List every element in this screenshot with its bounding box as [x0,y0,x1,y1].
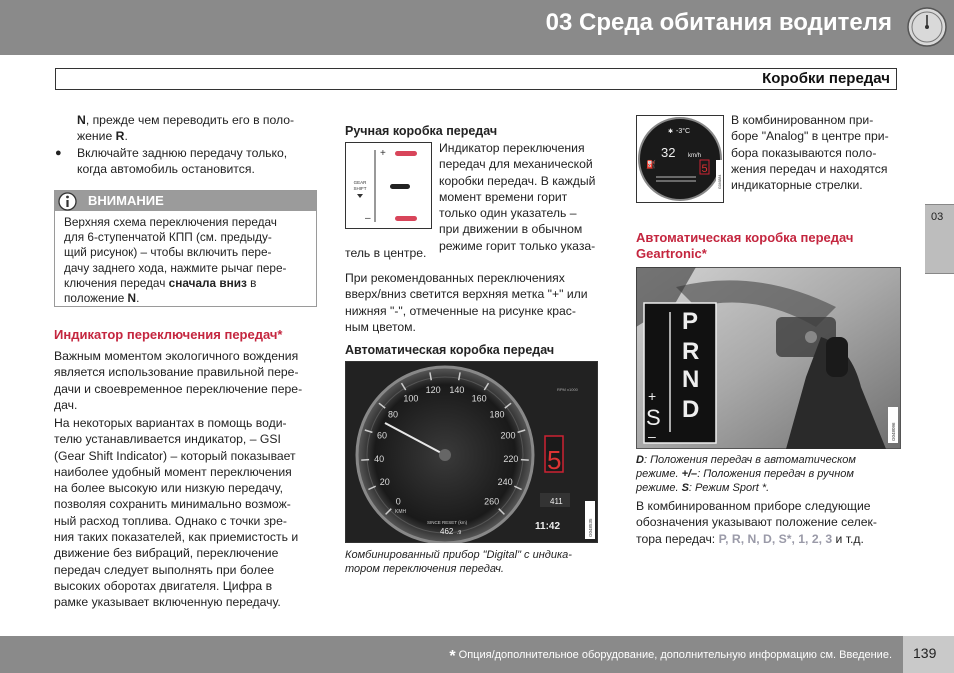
auto-heading: Автоматическая коробка передач [345,343,555,357]
page-footer [0,636,954,673]
speed-tick-label: 40 [374,454,385,464]
selector-symbols: P, R, N, D, S*, 1, 2, 3 [718,531,833,546]
svg-text:✱: ✱ [668,129,674,135]
speed-tick-mark [521,460,529,461]
speed-unit-label: KMH [395,509,407,515]
speed-tick-label: 240 [497,477,513,488]
gear-n: N [682,366,700,393]
chapter-tab-label: 03 [931,211,944,223]
trip-value: 462 [440,527,454,536]
speed-tick-label: 120 [425,385,441,396]
recommend-paragraph: При рекомендованных переключениях вверх/вниз светится верхняя метка "+" или нижняя "-", отмеченные на рисунке крас- ным цветом. [345,271,588,334]
page-header [0,0,954,55]
gsi-lower-mark [395,216,417,221]
speed-tick-label: 60 [376,430,388,441]
gsi-gear-label: GEAR [353,180,367,185]
section-bar [55,68,897,90]
manual-text: Индикатор переключения передач для механической коробки передач. В каждый момент времени горит только один указатель – при движении в обычном режиме горит только указа- [439,141,596,253]
gsi-plus-label: + [380,148,386,159]
gsi-indicator-figure [345,142,432,229]
sport-s: S [646,405,661,430]
speed-tick-label: 80 [387,409,399,420]
warning-title: ВНИМАНИЕ [88,193,164,208]
page-number-box [903,636,954,673]
speed-tick-label: 220 [503,454,519,464]
manual-text-tail: тель в центре. [345,246,427,260]
speed-tick-label: 180 [489,409,505,420]
analog-temp: -3°C [676,128,691,135]
svg-text:⛽: ⛽ [646,160,656,169]
geartronic-caption: D: Положения передач в автоматическом режиме. +/–: Положения передач в ручном режиме. S: Режим Sport *. [636,454,856,494]
gsi-paragraph-2: На некоторых вариантах в помощь води- телю устанавливается индикатор, – GSI (Gear Shift Indicator) – который показывает наиболее удобный момент переключения на более высокую или низкую передачу, позволяя сохранить минимально возмож- ный расход топлива. Однако с точки зре- ния таких показателей, как приемистость и движение без вибраций, переключение передач следует выполнять при более высоких оборотах двигателя. Цифра в рамке указывает включенную передачу. [54,416,299,610]
gsi-minus-label: – [365,213,371,224]
manual-plus: + [648,388,657,404]
page-number: 139 [913,645,937,661]
digital-caption: Комбинированный прибор "Digital" с индика- тором переключения передач. [345,549,572,575]
analog-speed: 32 [661,145,676,160]
gear-digit: 5 [547,445,562,475]
gsi-heading: Индикатор переключения передач* [54,327,283,342]
clock-readout: 11:42 [535,521,561,532]
manual-minus: – [648,428,656,444]
geartronic-photo [636,267,901,449]
gear-d: D [682,396,700,423]
section-title: Коробки передач [762,70,890,87]
warning-info-icon [58,192,77,211]
chapter-title: 03 Среда обитания водителя [545,9,892,36]
gear-p: P [682,308,699,335]
speed-tick-label: 140 [449,385,465,396]
odometer-fragment: 411 [550,497,563,506]
bullet-mark: ● [55,147,62,159]
intro-text: N, прежде чем переводить его в поло- жение R. [77,113,295,144]
analog-cluster-figure [636,115,724,203]
speed-tick-label: 260 [484,496,500,507]
speed-tick-label: 20 [379,477,390,488]
gsi-center-mark [390,184,410,189]
chapter-tab[interactable] [925,204,954,274]
speed-tick-label: 0 [395,496,401,507]
speed-tick-mark [361,460,369,461]
svg-text:5: 5 [701,163,708,175]
manual-heading: Ручная коробка передач [345,124,498,138]
warning-header [55,191,316,211]
footer-note: * Опция/дополнительное оборудование, дополнительную информацию см. Введение. [449,648,892,665]
gsi-shift-label: SHIFT [353,186,367,191]
analog-figure-code: G046884 [718,174,722,189]
bullet-text: Включайте заднюю передачу только, когда автомобиль остановится. [77,146,288,177]
selector-paragraph: В комбинированном приборе следующие обозначения указывают положение селек- тора передач: P, R, N, D, S*, 1, 2, 3 и т.д. [636,499,877,546]
warning-text: Верхняя схема переключения передач для 6-ступенчатой КПП (см. предыду- щий рисунок) – чтобы включить пере- дачу заднего хода, нажмите рычаг пере- ключения передач сначала вниз в положение N. [64,215,287,306]
trip-label: SINCE RESET (km) [427,520,468,525]
digital-cluster-figure [345,361,598,543]
speed-tick-label: 100 [403,393,419,404]
analog-text: В комбинированном при- боре "Analog" в центре при- бора показываются поло- жения передач и находятся индикаторные стрелки. [731,113,889,193]
speed-tick-label: 200 [500,430,516,441]
gsi-paragraph-1: Важным моментом экологичного вождения является использование правильной пере- дачи и своевременное переключение пере- дач. [54,349,303,412]
speed-tick-label: 160 [471,393,487,404]
gsi-upper-mark [395,151,417,156]
trip-decimal: .9 [457,530,462,536]
photo-code: G048096 [891,422,896,441]
figure-code: G048535 [588,518,593,537]
analog-speed-unit: km/h [688,153,702,159]
gauge-icon [906,6,948,48]
rpm-label: RPM x1000 [557,387,578,392]
warning-box [54,190,317,307]
geartronic-heading: Автоматическая коробка передач Geartronic* [636,230,854,261]
gear-r: R [682,338,700,365]
